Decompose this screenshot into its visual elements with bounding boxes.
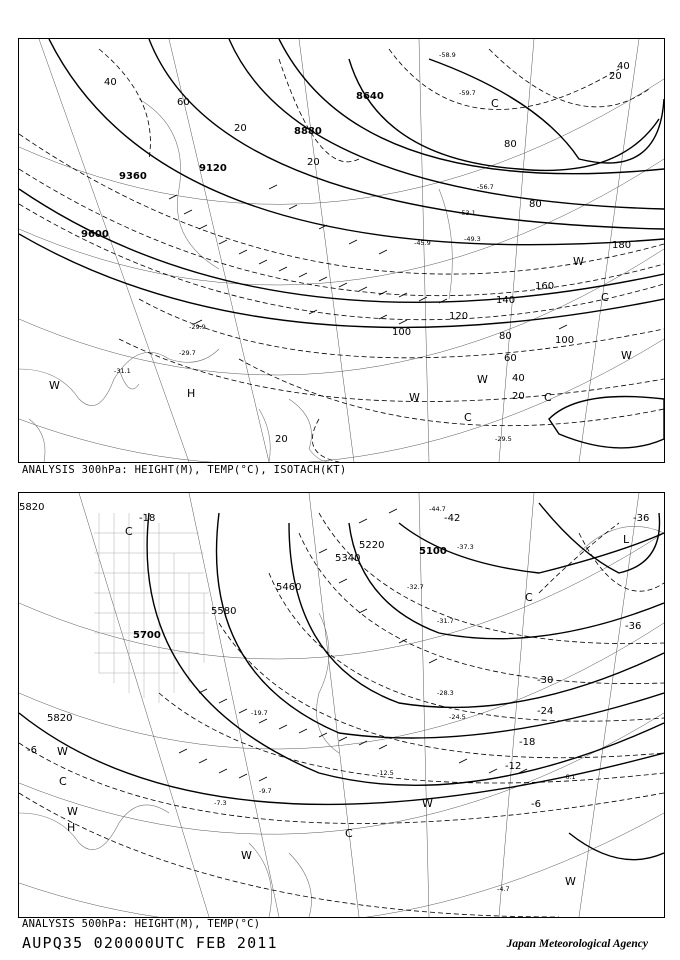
height-label: 5820 [19,502,45,513]
temp-label: -49.3 [464,235,481,243]
isotach-label: 80 [504,139,517,150]
isotherm-label: -18 [519,737,536,748]
temp-label: -59.7 [459,89,476,97]
temp-label: -58.9 [439,51,456,59]
height-label: 5340 [335,553,361,564]
cold-symbol: C [491,97,499,110]
isotherm-label: -6 [531,799,541,810]
wind-barbs [179,509,527,781]
warm-symbol: W [621,349,632,362]
cold-symbol: C [59,775,67,788]
temp-label: -29.9 [189,323,206,331]
isotach-label: 160 [535,281,555,292]
isotach-label: 100 [555,335,575,346]
temp-label: -45.9 [414,239,431,247]
station-label: -28.3 [437,689,454,697]
map-300hpa-svg [19,39,664,462]
station-label: -9.7 [259,787,272,795]
warm-symbol: W [477,373,488,386]
station-label: -37.3 [457,543,474,551]
bulletin-code: AUPQ35 020000UTC FEB 2011 [22,934,278,952]
isotach-label: 120 [449,311,469,322]
isotherm-label: -18 [139,513,156,524]
map-500hpa-caption: ANALYSIS 500hPa: HEIGHT(M), TEMP(°C) [22,918,261,930]
station-label: -24.5 [449,713,466,721]
isotach-label: 20 [609,71,622,82]
high-pressure-symbol: H [67,821,76,834]
height-label: 9360 [119,171,147,182]
warm-symbol: W [422,797,433,810]
cold-symbol: C [525,591,533,604]
height-label: 5220 [359,540,385,551]
coastlines [19,99,452,462]
isotach-label: 40 [512,373,525,384]
map-300hpa-caption: ANALYSIS 300hPa: HEIGHT(M), TEMP(°C), ISOTACH(KT) [22,464,347,476]
station-label: -44.7 [429,505,446,513]
isotach-label: 60 [177,97,190,108]
height-label: 8640 [356,91,384,102]
cold-symbol: C [601,291,609,304]
height-label: 5100 [419,546,447,557]
height-label: 5700 [133,630,161,641]
cold-symbol: C [125,525,133,538]
station-label: -7.3 [214,799,227,807]
low-pressure-symbol: L [623,533,630,546]
warm-symbol: W [57,745,68,758]
isotach-label: 40 [104,77,117,88]
isotach-label: 40 [617,61,630,72]
isotach-label: 20 [275,434,288,445]
height-label: 5460 [276,582,302,593]
hatched-region [94,513,209,703]
isotach-label: 80 [529,199,542,210]
isotherm-label: -24 [537,706,554,717]
isotach-label: 20 [234,123,247,134]
isotherm-label: -42 [444,513,461,524]
isotach-label: 100 [392,327,412,338]
warm-symbol: W [409,391,420,404]
temp-label: -56.7 [477,183,494,191]
station-label: -12.5 [377,769,394,777]
high-pressure-symbol: H [187,387,196,400]
warm-symbol: W [565,875,576,888]
isotach-label: 80 [499,331,512,342]
isotherm-label: -36 [633,513,650,524]
temp-label: -31.1 [114,367,131,375]
agency-name: Japan Meteorological Agency [506,938,648,950]
height-contours [19,39,664,448]
isotherm-label: -30 [537,675,554,686]
isotach-label: 180 [612,240,632,251]
station-label: -31.7 [437,617,454,625]
isotach-label: 20 [512,391,525,402]
cold-symbol: C [544,391,552,404]
height-label: 5820 [47,713,73,724]
cold-symbol: C [345,827,353,840]
warm-symbol: W [573,255,584,268]
graticule [19,39,664,462]
isotherm-label: -36 [625,621,642,632]
isotherm-label: -12 [505,761,522,772]
warm-symbol: W [241,849,252,862]
map-300hpa-panel [18,38,665,463]
station-label: -4.7 [497,885,510,893]
wind-barbs [169,185,567,329]
warm-symbol: W [67,805,78,818]
height-label: 8880 [294,126,322,137]
temp-label: -29.5 [495,435,512,443]
station-label: -32.7 [407,583,424,591]
height-label: 9120 [199,163,227,174]
temp-label: -53.1 [459,209,476,217]
temp-label: -29.7 [179,349,196,357]
isotach-label: 140 [496,295,516,306]
map-500hpa-svg [19,493,664,917]
isotherm-lines [19,513,664,917]
isotherm-label: -6 [27,745,37,756]
isotach-label: 20 [307,157,320,168]
map-500hpa-panel [18,492,665,918]
station-label: -6.1 [563,773,576,781]
cold-symbol: C [464,411,472,424]
station-label: -19.7 [251,709,268,717]
height-label: 5580 [211,606,237,617]
height-label: 9600 [81,229,109,240]
isotach-label: 60 [504,353,517,364]
warm-symbol: W [49,379,60,392]
